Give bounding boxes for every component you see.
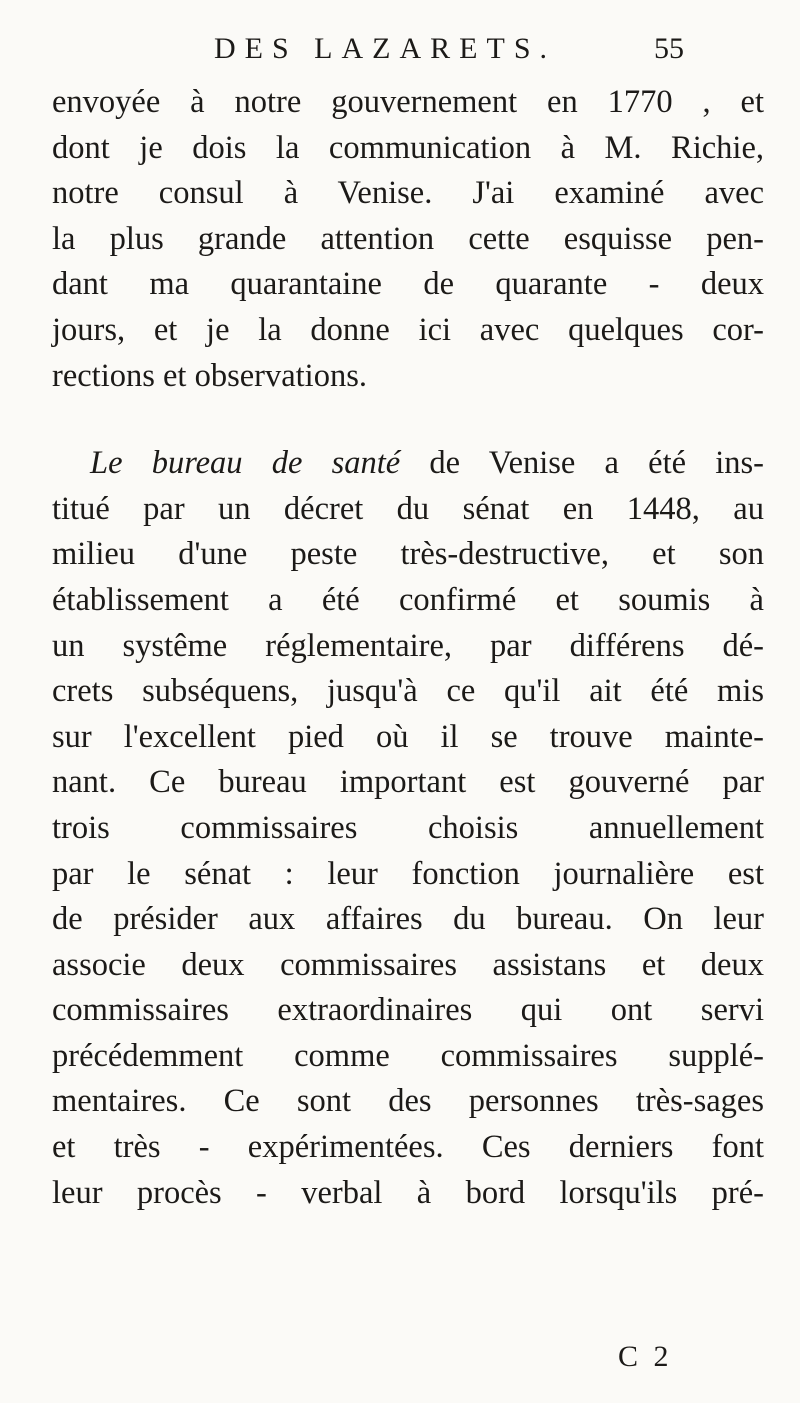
text-line: milieu d'une peste très-destructive, et son bbox=[52, 536, 764, 573]
text-line: mentaires. Ce sont des personnes très-sages bbox=[52, 1083, 764, 1120]
text-line: envoyée à notre gouvernement en 1770 , et bbox=[52, 84, 764, 120]
text-line: établissement a été confirmé et soumis à bbox=[52, 581, 764, 618]
text-line: la plus grande attention cette esquisse pen- bbox=[52, 220, 764, 257]
text-line: commissaires extraordinaires qui ont servi bbox=[52, 992, 764, 1029]
first-line-rest: de Venise a été ins- bbox=[400, 445, 764, 482]
text-line: titué par un décret du sénat en 1448, au bbox=[52, 490, 764, 527]
text-line: leur procès - verbal à bord lorsqu'ils pré- bbox=[52, 1174, 764, 1211]
text-line: jours, et je la donne ici avec quelques cor- bbox=[52, 311, 764, 348]
text-line: dant ma quarantaine de quarante - deux bbox=[52, 266, 764, 303]
text-line: sur l'excellent pied où il se trouve mainte- bbox=[52, 718, 764, 755]
text-line: trois commissaires choisis annuellement bbox=[52, 809, 764, 846]
text-line: par le sénat : leur fonction journalière est bbox=[52, 855, 764, 892]
text-line: rections et observations. bbox=[52, 357, 367, 394]
signature-mark: C 2 bbox=[618, 1340, 673, 1373]
text-line-first bbox=[52, 441, 764, 487]
text-line: de présider aux affaires du bureau. On leur bbox=[52, 901, 764, 938]
running-head bbox=[214, 32, 684, 82]
text-line: associe deux commissaires assistans et deux bbox=[52, 946, 764, 983]
page-number: 55 bbox=[654, 32, 684, 65]
text-line: notre consul à Venise. J'ai examiné avec bbox=[52, 175, 764, 212]
body-text bbox=[52, 80, 764, 1216]
paragraph-gap bbox=[52, 399, 764, 441]
text-line: crets subséquens, jusqu'à ce qu'il ait été mis bbox=[52, 673, 764, 710]
text-line: précédemment comme commissaires supplé- bbox=[52, 1037, 764, 1074]
text-line: nant. Ce bureau important est gouverné par bbox=[52, 764, 764, 801]
bureau-de-sante-italic: Le bureau de santé bbox=[90, 445, 401, 482]
running-title: DES LAZARETS. bbox=[214, 32, 556, 65]
text-line: un systême réglementaire, par différens dé- bbox=[52, 627, 764, 664]
text-line: dont je dois la communication à M. Richie, bbox=[52, 129, 764, 166]
text-line: et très - expérimentées. Ces derniers font bbox=[52, 1129, 764, 1166]
